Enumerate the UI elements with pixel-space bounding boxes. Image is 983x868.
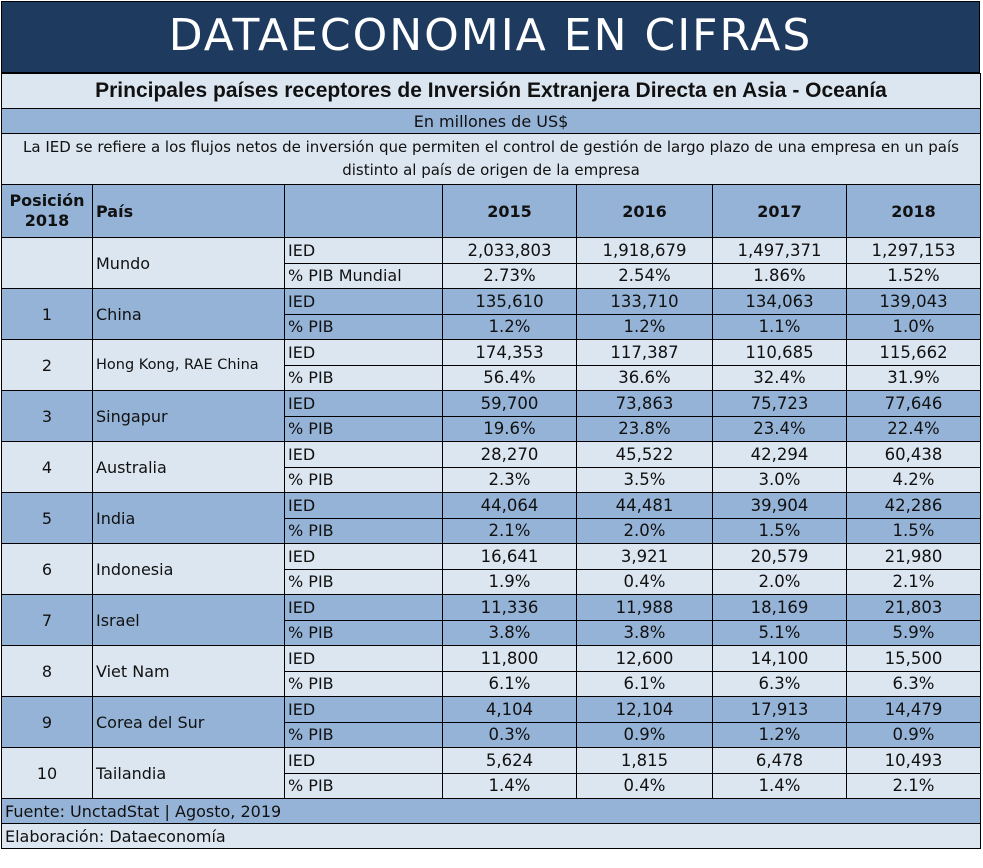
table-row	[2, 340, 981, 366]
value-cell: 1,918,679	[577, 238, 713, 264]
value-cell: 44,064	[443, 493, 577, 519]
value-cell: 1.4%	[443, 773, 577, 799]
metric-cell: % PIB	[285, 569, 443, 595]
value-cell: 11,988	[577, 595, 713, 621]
value-cell: 1.2%	[443, 314, 577, 340]
value-cell: 42,294	[713, 442, 847, 468]
rank-cell	[2, 238, 93, 289]
value-cell: 77,646	[847, 391, 981, 417]
rank-cell: 1	[2, 289, 93, 340]
metric-cell: IED	[285, 238, 443, 264]
value-cell: 42,286	[847, 493, 981, 519]
metric-cell: % PIB	[285, 467, 443, 493]
value-cell: 11,800	[443, 646, 577, 672]
value-cell: 3,921	[577, 544, 713, 570]
country-cell: Tailandia	[93, 748, 285, 799]
value-cell: 1,497,371	[713, 238, 847, 264]
header-row	[2, 185, 981, 238]
value-cell: 115,662	[847, 340, 981, 366]
value-cell: 36.6%	[577, 365, 713, 391]
table-row	[2, 544, 981, 570]
value-cell: 21,980	[847, 544, 981, 570]
value-cell: 1.0%	[847, 314, 981, 340]
value-cell: 2.54%	[577, 263, 713, 289]
value-cell: 174,353	[443, 340, 577, 366]
table-row	[2, 595, 981, 621]
table-row	[2, 442, 981, 468]
rank-cell: 6	[2, 544, 93, 595]
value-cell: 110,685	[713, 340, 847, 366]
country-cell: Mundo	[93, 238, 285, 289]
country-cell: Israel	[93, 595, 285, 646]
value-cell: 23.8%	[577, 416, 713, 442]
value-cell: 39,904	[713, 493, 847, 519]
table-row	[2, 238, 981, 264]
metric-cell: % PIB	[285, 620, 443, 646]
metric-cell: % PIB	[285, 365, 443, 391]
rank-cell: 8	[2, 646, 93, 697]
value-cell: 17,913	[713, 697, 847, 723]
value-cell: 1.2%	[577, 314, 713, 340]
value-cell: 10,493	[847, 748, 981, 774]
country-cell: Indonesia	[93, 544, 285, 595]
metric-cell: IED	[285, 391, 443, 417]
header-metric	[285, 185, 443, 238]
value-cell: 135,610	[443, 289, 577, 315]
value-cell: 16,641	[443, 544, 577, 570]
value-cell: 1,815	[577, 748, 713, 774]
metric-cell: IED	[285, 646, 443, 672]
value-cell: 56.4%	[443, 365, 577, 391]
metric-cell: IED	[285, 697, 443, 723]
metric-cell: % PIB	[285, 314, 443, 340]
value-cell: 22.4%	[847, 416, 981, 442]
value-cell: 73,863	[577, 391, 713, 417]
country-cell: Singapur	[93, 391, 285, 442]
header-year: 2018	[847, 185, 981, 238]
value-cell: 6,478	[713, 748, 847, 774]
value-cell: 3.0%	[713, 467, 847, 493]
metric-cell: IED	[285, 544, 443, 570]
value-cell: 4,104	[443, 697, 577, 723]
value-cell: 19.6%	[443, 416, 577, 442]
value-cell: 1.4%	[713, 773, 847, 799]
value-cell: 18,169	[713, 595, 847, 621]
value-cell: 1.52%	[847, 263, 981, 289]
value-cell: 75,723	[713, 391, 847, 417]
value-cell: 2.1%	[847, 773, 981, 799]
value-cell: 1.86%	[713, 263, 847, 289]
value-cell: 2,033,803	[443, 238, 577, 264]
value-cell: 45,522	[577, 442, 713, 468]
value-cell: 1.9%	[443, 569, 577, 595]
header-position: Posición 2018	[2, 185, 93, 238]
table-row	[2, 493, 981, 519]
metric-cell: IED	[285, 493, 443, 519]
header-country: País	[93, 185, 285, 238]
value-cell: 59,700	[443, 391, 577, 417]
rank-cell: 4	[2, 442, 93, 493]
rank-cell: 7	[2, 595, 93, 646]
country-cell: Australia	[93, 442, 285, 493]
value-cell: 2.0%	[713, 569, 847, 595]
metric-cell: IED	[285, 340, 443, 366]
country-cell: Hong Kong, RAE China	[93, 340, 285, 391]
metric-cell: IED	[285, 442, 443, 468]
credit-note: Elaboración: Dataeconomía	[2, 824, 981, 849]
metric-cell: IED	[285, 595, 443, 621]
table-row	[2, 391, 981, 417]
metric-cell: % PIB	[285, 671, 443, 697]
value-cell: 23.4%	[713, 416, 847, 442]
value-cell: 1.5%	[847, 518, 981, 544]
header-year: 2017	[713, 185, 847, 238]
value-cell: 2.3%	[443, 467, 577, 493]
units-label: En millones de US$	[2, 109, 981, 134]
value-cell: 0.3%	[443, 722, 577, 748]
value-cell: 0.4%	[577, 773, 713, 799]
metric-cell: % PIB Mundial	[285, 263, 443, 289]
value-cell: 2.73%	[443, 263, 577, 289]
value-cell: 14,479	[847, 697, 981, 723]
value-cell: 2.1%	[443, 518, 577, 544]
value-cell: 6.1%	[443, 671, 577, 697]
value-cell: 28,270	[443, 442, 577, 468]
value-cell: 44,481	[577, 493, 713, 519]
value-cell: 4.2%	[847, 467, 981, 493]
rank-cell: 2	[2, 340, 93, 391]
value-cell: 2.0%	[577, 518, 713, 544]
value-cell: 15,500	[847, 646, 981, 672]
table-row	[2, 289, 981, 315]
rank-cell: 10	[2, 748, 93, 799]
value-cell: 1.5%	[713, 518, 847, 544]
metric-cell: IED	[285, 289, 443, 315]
value-cell: 134,063	[713, 289, 847, 315]
rank-cell: 5	[2, 493, 93, 544]
value-cell: 3.8%	[577, 620, 713, 646]
value-cell: 2.1%	[847, 569, 981, 595]
value-cell: 6.3%	[847, 671, 981, 697]
metric-cell: IED	[285, 748, 443, 774]
header-year: 2016	[577, 185, 713, 238]
banner-title: DATAECONOMIA EN CIFRAS	[1, 1, 980, 73]
rank-cell: 9	[2, 697, 93, 748]
table-row	[2, 748, 981, 774]
header-year: 2015	[443, 185, 577, 238]
rank-cell: 3	[2, 391, 93, 442]
value-cell: 20,579	[713, 544, 847, 570]
value-cell: 6.3%	[713, 671, 847, 697]
value-cell: 3.8%	[443, 620, 577, 646]
fdi-table	[1, 73, 981, 849]
value-cell: 14,100	[713, 646, 847, 672]
description: La IED se refiere a los flujos netos de inversión que permiten el control de gestión de largo plazo de una empresa en un país distinto al país de origen de la empresa	[2, 134, 981, 185]
country-cell: China	[93, 289, 285, 340]
value-cell: 5,624	[443, 748, 577, 774]
metric-cell: % PIB	[285, 416, 443, 442]
value-cell: 0.9%	[577, 722, 713, 748]
table-title: Principales países receptores de Inversión Extranjera Directa en Asia - Oceanía	[2, 74, 981, 109]
value-cell: 117,387	[577, 340, 713, 366]
value-cell: 6.1%	[577, 671, 713, 697]
value-cell: 31.9%	[847, 365, 981, 391]
value-cell: 1.2%	[713, 722, 847, 748]
value-cell: 11,336	[443, 595, 577, 621]
value-cell: 0.9%	[847, 722, 981, 748]
country-cell: Viet Nam	[93, 646, 285, 697]
value-cell: 12,104	[577, 697, 713, 723]
value-cell: 0.4%	[577, 569, 713, 595]
value-cell: 12,600	[577, 646, 713, 672]
source-note: Fuente: UnctadStat | Agosto, 2019	[2, 799, 981, 824]
table-row	[2, 646, 981, 672]
value-cell: 5.9%	[847, 620, 981, 646]
metric-cell: % PIB	[285, 773, 443, 799]
value-cell: 32.4%	[713, 365, 847, 391]
value-cell: 3.5%	[577, 467, 713, 493]
metric-cell: % PIB	[285, 722, 443, 748]
value-cell: 21,803	[847, 595, 981, 621]
country-cell: India	[93, 493, 285, 544]
value-cell: 1.1%	[713, 314, 847, 340]
value-cell: 133,710	[577, 289, 713, 315]
value-cell: 5.1%	[713, 620, 847, 646]
value-cell: 60,438	[847, 442, 981, 468]
metric-cell: % PIB	[285, 518, 443, 544]
value-cell: 1,297,153	[847, 238, 981, 264]
country-cell: Corea del Sur	[93, 697, 285, 748]
table-row	[2, 697, 981, 723]
value-cell: 139,043	[847, 289, 981, 315]
